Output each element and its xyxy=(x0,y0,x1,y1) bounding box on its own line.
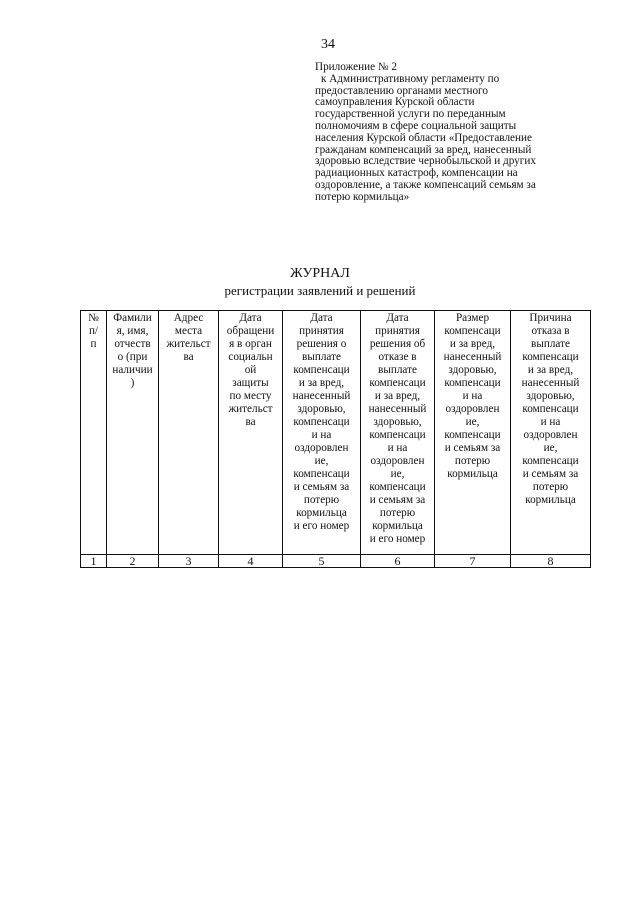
appendix-line: оздоровление, а также компенсаций семьям за xyxy=(315,178,536,191)
column-number-1: 1 xyxy=(81,555,107,568)
column-header-line: я, имя, xyxy=(116,325,149,337)
column-header-line: решения об xyxy=(369,338,426,350)
column-header-line: принятия xyxy=(299,325,344,337)
column-header-line: отказе в xyxy=(378,351,417,363)
column-header-line: здоровью, xyxy=(373,416,422,428)
column-header-line: компенсаци xyxy=(293,468,350,480)
page-number: 34 xyxy=(321,37,335,52)
appendix-line: потерю кормильца» xyxy=(315,190,410,203)
column-number-2: 2 xyxy=(107,555,159,568)
column-header-2 xyxy=(107,311,159,555)
appendix-line: здоровью вследствие чернобыльской и других xyxy=(315,155,536,168)
column-number-3: 3 xyxy=(159,555,219,568)
column-header-line: компенсаци xyxy=(444,377,501,389)
journal-subtitle: регистрации заявлений и решений xyxy=(224,283,416,298)
column-header-line: компенсаци xyxy=(369,429,426,441)
appendix-line: к Административному регламенту по xyxy=(321,72,500,85)
journal-table xyxy=(80,310,591,568)
column-number-8: 8 xyxy=(511,555,591,568)
column-header-line: компенсаци xyxy=(522,455,579,467)
column-header-line: Фамили xyxy=(113,312,152,324)
column-header-line: и за вред, xyxy=(527,364,574,376)
column-header-8 xyxy=(511,311,591,555)
journal-title: ЖУРНАЛ xyxy=(290,266,350,281)
column-header-line: потерю xyxy=(454,455,491,467)
column-header-line: и семьям за xyxy=(444,442,501,454)
column-header-line: компенсаци xyxy=(444,429,501,441)
column-header-line: и на xyxy=(462,390,483,402)
column-header-line: Дата xyxy=(386,312,409,324)
appendix-line: Приложение № 2 xyxy=(315,61,397,73)
column-header-line: здоровью, xyxy=(526,390,575,402)
column-header-6 xyxy=(361,311,435,555)
column-header-line: ие, xyxy=(543,442,558,454)
column-header-line: защиты xyxy=(232,377,269,389)
column-header-1 xyxy=(81,311,107,555)
column-header-line: выплате xyxy=(302,351,341,363)
column-header-line: обращени xyxy=(226,325,275,337)
appendix-line: населения Курской области «Предоставление xyxy=(315,131,532,144)
column-header-line: и за вред, xyxy=(449,338,496,350)
column-header-line: Адрес xyxy=(173,312,204,324)
column-header-line: кормильца xyxy=(525,494,576,506)
column-header-line: и на xyxy=(311,429,332,441)
column-header-line: компенсаци xyxy=(369,481,426,493)
column-header-line: ие, xyxy=(314,455,329,467)
column-header-line: ие, xyxy=(390,468,405,480)
column-header-line: нанесенный xyxy=(521,377,580,389)
column-header-line: и его номер xyxy=(369,533,426,545)
column-header-3 xyxy=(159,311,219,555)
appendix-line: полномочиям в сфере социальной защиты xyxy=(315,119,517,132)
column-header-4 xyxy=(219,311,283,555)
column-header-line: № xyxy=(88,312,99,324)
column-header-line: жительст xyxy=(166,338,211,350)
column-header-line: п xyxy=(90,338,97,350)
column-header-line: ва xyxy=(183,351,194,363)
column-header-line: Причина xyxy=(529,312,572,324)
column-header-line: здоровью, xyxy=(448,364,497,376)
column-header-line: кормильца xyxy=(372,520,423,532)
column-header-line: и его номер xyxy=(293,520,350,532)
appendix-line: государственной услуги по переданным xyxy=(315,108,506,121)
appendix-line: предоставлению органами местного xyxy=(315,84,488,97)
column-header-line: отказа в xyxy=(531,325,570,337)
column-header-line: и за вред, xyxy=(374,390,421,402)
column-header-line: кормильца xyxy=(296,507,347,519)
column-header-line: ие, xyxy=(465,416,480,428)
column-header-line: жительст xyxy=(228,403,273,415)
column-header-line: компенсаци xyxy=(293,416,350,428)
column-header-5 xyxy=(283,311,361,555)
appendix-line: самоуправления Курской области xyxy=(315,96,475,109)
column-header-line: принятия xyxy=(375,325,420,337)
column-header-line: компенсаци xyxy=(444,325,501,337)
column-header-line: ой xyxy=(244,364,257,376)
column-header-line: компенсаци xyxy=(369,377,426,389)
column-number-4: 4 xyxy=(219,555,283,568)
column-header-line: кормильца xyxy=(447,468,498,480)
column-header-line: ва xyxy=(245,416,256,428)
column-header-line: оздоровлен xyxy=(294,442,349,454)
column-header-line: и семьям за xyxy=(293,481,350,493)
column-header-line: компенсаци xyxy=(522,403,579,415)
column-header-line: о (при xyxy=(117,351,148,363)
column-header-line: компенсаци xyxy=(522,351,579,363)
column-header-line: п/ xyxy=(88,325,99,337)
column-header-line: Дата xyxy=(239,312,262,324)
column-header-line: отчеств xyxy=(114,338,151,350)
table-number-row xyxy=(81,555,591,568)
column-header-line: оздоровлен xyxy=(445,403,500,415)
column-header-line: оздоровлен xyxy=(370,455,425,467)
column-header-line: выплате xyxy=(531,338,570,350)
column-header-line: нанесенный xyxy=(368,403,427,415)
column-header-line: социальн xyxy=(228,351,273,363)
column-number-5: 5 xyxy=(283,555,361,568)
column-header-line: ) xyxy=(130,377,135,389)
column-header-line: места xyxy=(174,325,203,337)
column-header-line: и семьям за xyxy=(522,468,579,480)
column-header-line: здоровью, xyxy=(297,403,346,415)
column-header-line: оздоровлен xyxy=(523,429,578,441)
column-header-line: нанесенный xyxy=(292,390,351,402)
column-header-line: компенсаци xyxy=(293,364,350,376)
column-header-line: по месту xyxy=(229,390,272,402)
appendix-block xyxy=(315,62,550,204)
column-number-7: 7 xyxy=(435,555,511,568)
column-header-line: Размер xyxy=(455,312,490,324)
column-header-line: Дата xyxy=(310,312,333,324)
column-header-line: и семьям за xyxy=(369,494,426,506)
column-header-line: и на xyxy=(387,442,408,454)
column-header-line: выплате xyxy=(378,364,417,376)
appendix-line: гражданам компенсаций за вред, нанесенный xyxy=(315,143,532,156)
table-header-row xyxy=(81,311,591,555)
column-header-line: решения о xyxy=(296,338,347,350)
appendix-line: радиационных катастроф, компенсации на xyxy=(315,167,518,180)
column-header-line: и за вред, xyxy=(298,377,345,389)
column-header-line: потерю xyxy=(303,494,340,506)
column-header-line: и на xyxy=(540,416,561,428)
column-number-6: 6 xyxy=(361,555,435,568)
column-header-line: нанесенный xyxy=(443,351,502,363)
column-header-line: потерю xyxy=(379,507,416,519)
column-header-line: наличии xyxy=(112,364,153,376)
column-header-line: потерю xyxy=(532,481,569,493)
column-header-7 xyxy=(435,311,511,555)
column-header-line: я в орган xyxy=(229,338,272,350)
